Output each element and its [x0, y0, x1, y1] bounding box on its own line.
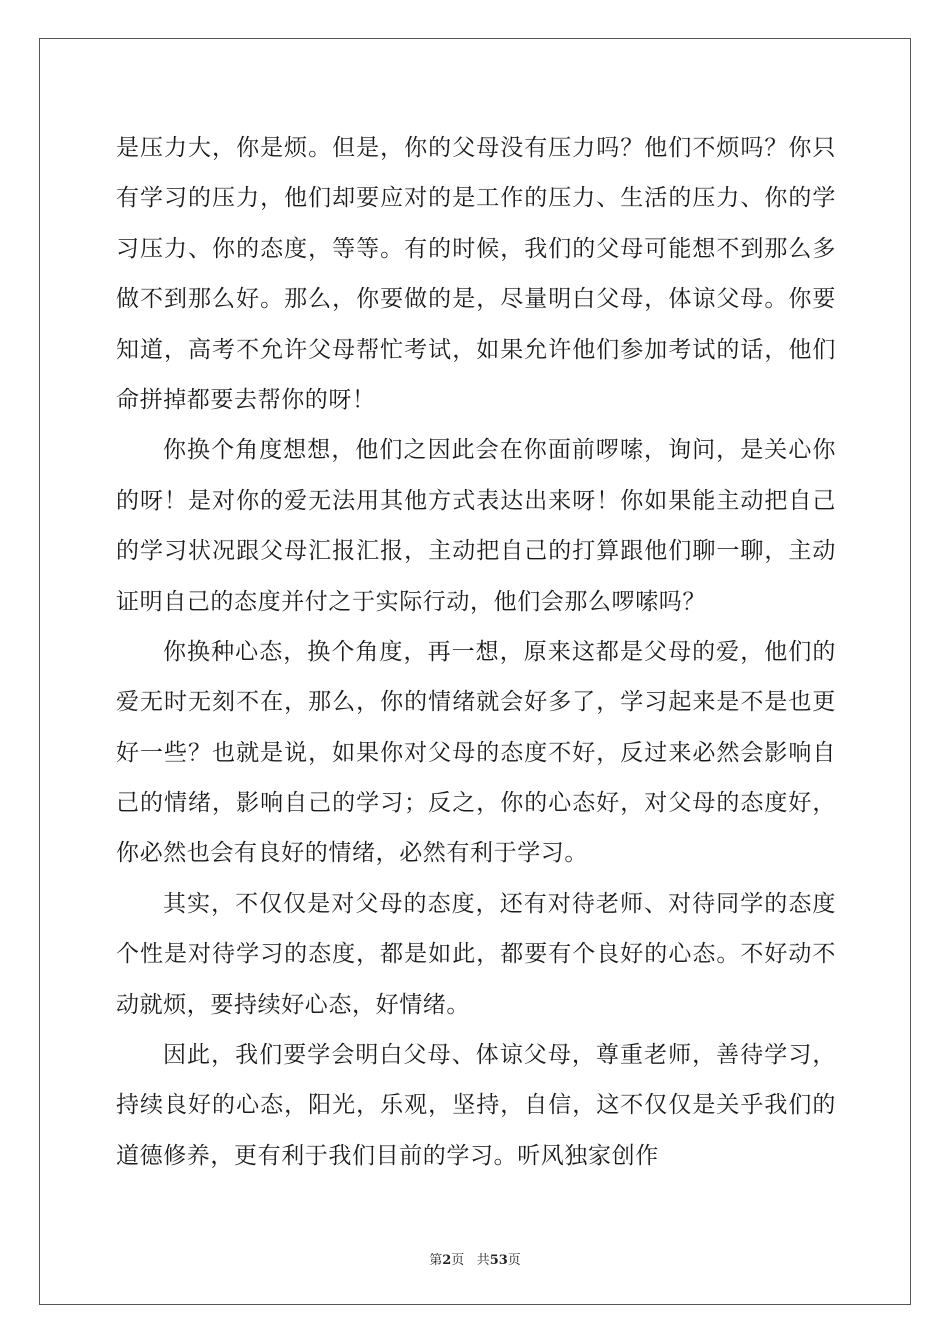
- text-line: 你必然也会有良好的情绪，必然有利于学习。: [116, 840, 588, 867]
- text-line: 因此，我们要学会明白父母、体谅父母，尊重老师，善待学习，: [163, 1042, 836, 1069]
- text-line: 你换种心态，换个角度，再一想，原来这都是父母的爱，他们的: [163, 638, 836, 665]
- text-line: 习压力、你的态度，等等。有的时候，我们的父母可能想不到那么多: [116, 235, 836, 262]
- page-label-suffix: 页: [451, 1253, 465, 1268]
- text-line: 其实，不仅仅是对父母的态度，还有对待老师、对待同学的态度: [163, 890, 836, 917]
- text-line: 有学习的压力，他们却要应对的是工作的压力、生活的压力、你的学: [116, 185, 836, 212]
- text-line: 你换个角度想想，他们之因此会在你面前啰嗦，询问，是关心你: [163, 437, 836, 464]
- text-line: 持续良好的心态，阳光，乐观，坚持，自信，这不仅仅是关乎我们的: [116, 1092, 836, 1119]
- text-line: 的学习状况跟父母汇报汇报，主动把自己的打算跟他们聊一聊，主动: [116, 538, 836, 565]
- text-line: 爱无时无刻不在，那么，你的情绪就会好多了，学习起来是不是也更: [116, 689, 836, 716]
- total-label-suffix: 页: [507, 1253, 521, 1268]
- text-line: 己的情绪，影响自己的学习；反之，你的心态好，对父母的态度好，: [116, 790, 836, 817]
- current-page-number: 2: [442, 1253, 452, 1268]
- text-line: 做不到那么好。那么，你要做的是，尽量明白父母，体谅父母。你要: [116, 286, 836, 313]
- page-label-prefix: 第: [429, 1253, 443, 1268]
- text-line: 知道，高考不允许父母帮忙考试，如果允许他们参加考试的话，他们: [116, 336, 836, 363]
- text-line: 证明自己的态度并付之于实际行动，他们会那么啰嗦吗？: [116, 588, 706, 615]
- page-footer: [0, 1249, 950, 1268]
- text-line: 道德修养，更有利于我们目前的学习。听风独家创作: [116, 1142, 659, 1169]
- text-line: 是压力大，你是烦。但是，你的父母没有压力吗？他们不烦吗？你只: [116, 135, 836, 161]
- text-line: 动就烦，要持续好心态，好情绪。: [116, 991, 470, 1018]
- text-line: 的呀！是对你的爱无法用其他方式表达出来呀！你如果能主动把自己: [116, 487, 836, 514]
- document-body: [116, 123, 836, 1181]
- total-label-prefix: 共: [476, 1253, 490, 1268]
- text-line: 命拼掉都要去帮你的呀！: [116, 386, 376, 413]
- text-line: 好一些？也就是说，如果你对父母的态度不好，反过来必然会影响自: [116, 739, 836, 766]
- text-line: 个性是对待学习的态度，都是如此，都要有个良好的心态。不好动不: [116, 941, 836, 968]
- total-page-count: 53: [489, 1253, 508, 1268]
